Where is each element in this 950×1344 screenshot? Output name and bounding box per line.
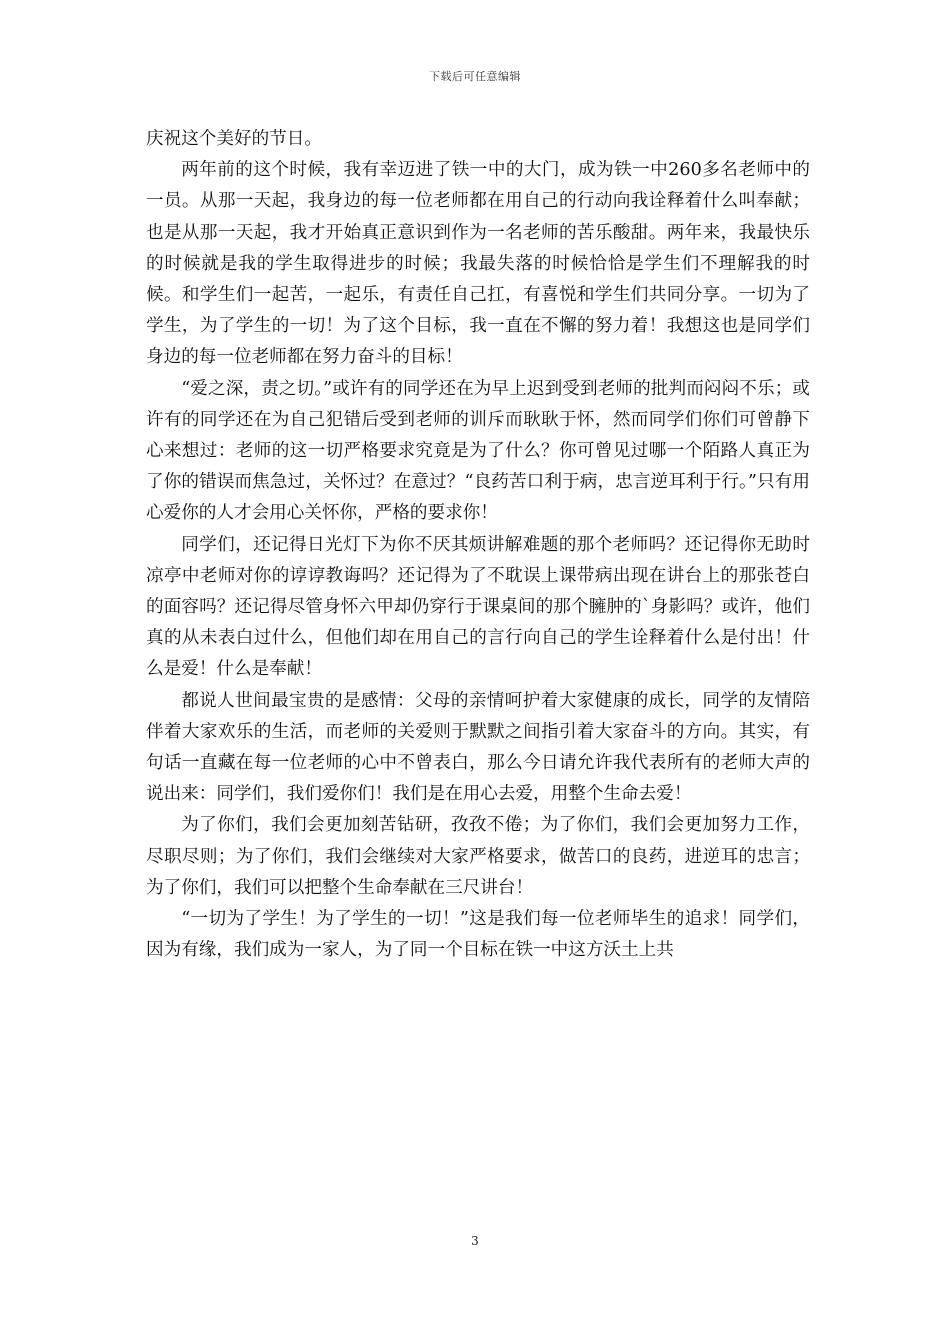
paragraph: “一切为了学生！为了学生的一切！”这是我们每一位老师毕生的追求！同学们，因为有缘，我们成为一家人，为了同一个目标在铁一中这方沃土上共 — [146, 909, 810, 961]
paragraph: 同学们，还记得日光灯下为你不厌其烦讲解难题的那个老师吗？还记得你无助时凉亭中老师对你的谆谆教诲吗？还记得为了不耽误上课带病出现在讲台上的那张苍白的面容吗？还记得尽管身怀六甲却仍穿行于课桌间的那个臃肿的`身影吗？或许，他们真的从未表白过什么，但他们却在用自己的言行向自己的学生诠释着什么是付出！什么是爱！什么是奉献！ — [146, 534, 810, 680]
paragraph: 为了你们，我们会更加刻苦钻研，孜孜不倦；为了你们，我们会更加努力工作，尽职尽则；为了你们，我们会继续对大家严格要求，做苦口的良药，进逆耳的忠言；为了你们，我们可以把整个生命奉献在三尺讲台！ — [146, 815, 810, 898]
page-header-note: 下载后可任意编辑 — [429, 70, 521, 83]
paragraph: “爱之深，责之切。”或许有的同学还在为早上迟到受到老师的批判而闷闷不乐；或许有的同学还在为自己犯错后受到老师的训斥而耿耿于怀，然而同学们你们可曾静下心来想过：老师的这一切严格要求究竟是为了什么？你可曾见过哪一个陌路人真正为了你的错误而焦急过，关怀过？在意过？“良药苦口利于病，忠言逆耳利于行。”只有用心爱你的人才会用心关怀你，严格的要求你！ — [146, 378, 810, 524]
page-number: 3 — [471, 1234, 479, 1248]
paragraph-continuation: 庆祝这个美好的节日。 — [146, 129, 322, 149]
paragraph: 都说人世间最宝贵的是感情：父母的亲情呵护着大家健康的成长，同学的友情陪伴着大家欢乐的生活，而老师的关爱则于默默之间指引着大家奋斗的方向。其实，有句话一直藏在每一位老师的心中不曾表白，那么今日请允许我代表所有的老师大声的说出来：同学们，我们爱你们！我们是在用心去爱，用整个生命去爱！ — [146, 690, 810, 805]
paragraph: 两年前的这个时候，我有幸迈进了铁一中的大门，成为铁一中260多名老师中的一员。从那一天起，我身边的每一位老师都在用自己的行动向我诠释着什么叫奉献；也是从那一天起，我才开始真正意识到作为一名老师的苦乐酸甜。两年来，我最快乐的时候就是我的学生取得进步的时候；我最失落的时候恰恰是学生们不理解我的时候。和学生们一起苦，一起乐，有责任自己扛，有喜悦和学生们共同分享。一切为了学生，为了学生的一切！为了这个目标，我一直在不懈的努力着！我想这也是同学们身边的每一位老师都在努力奋斗的目标！ — [146, 160, 810, 368]
document-body — [146, 124, 810, 966]
